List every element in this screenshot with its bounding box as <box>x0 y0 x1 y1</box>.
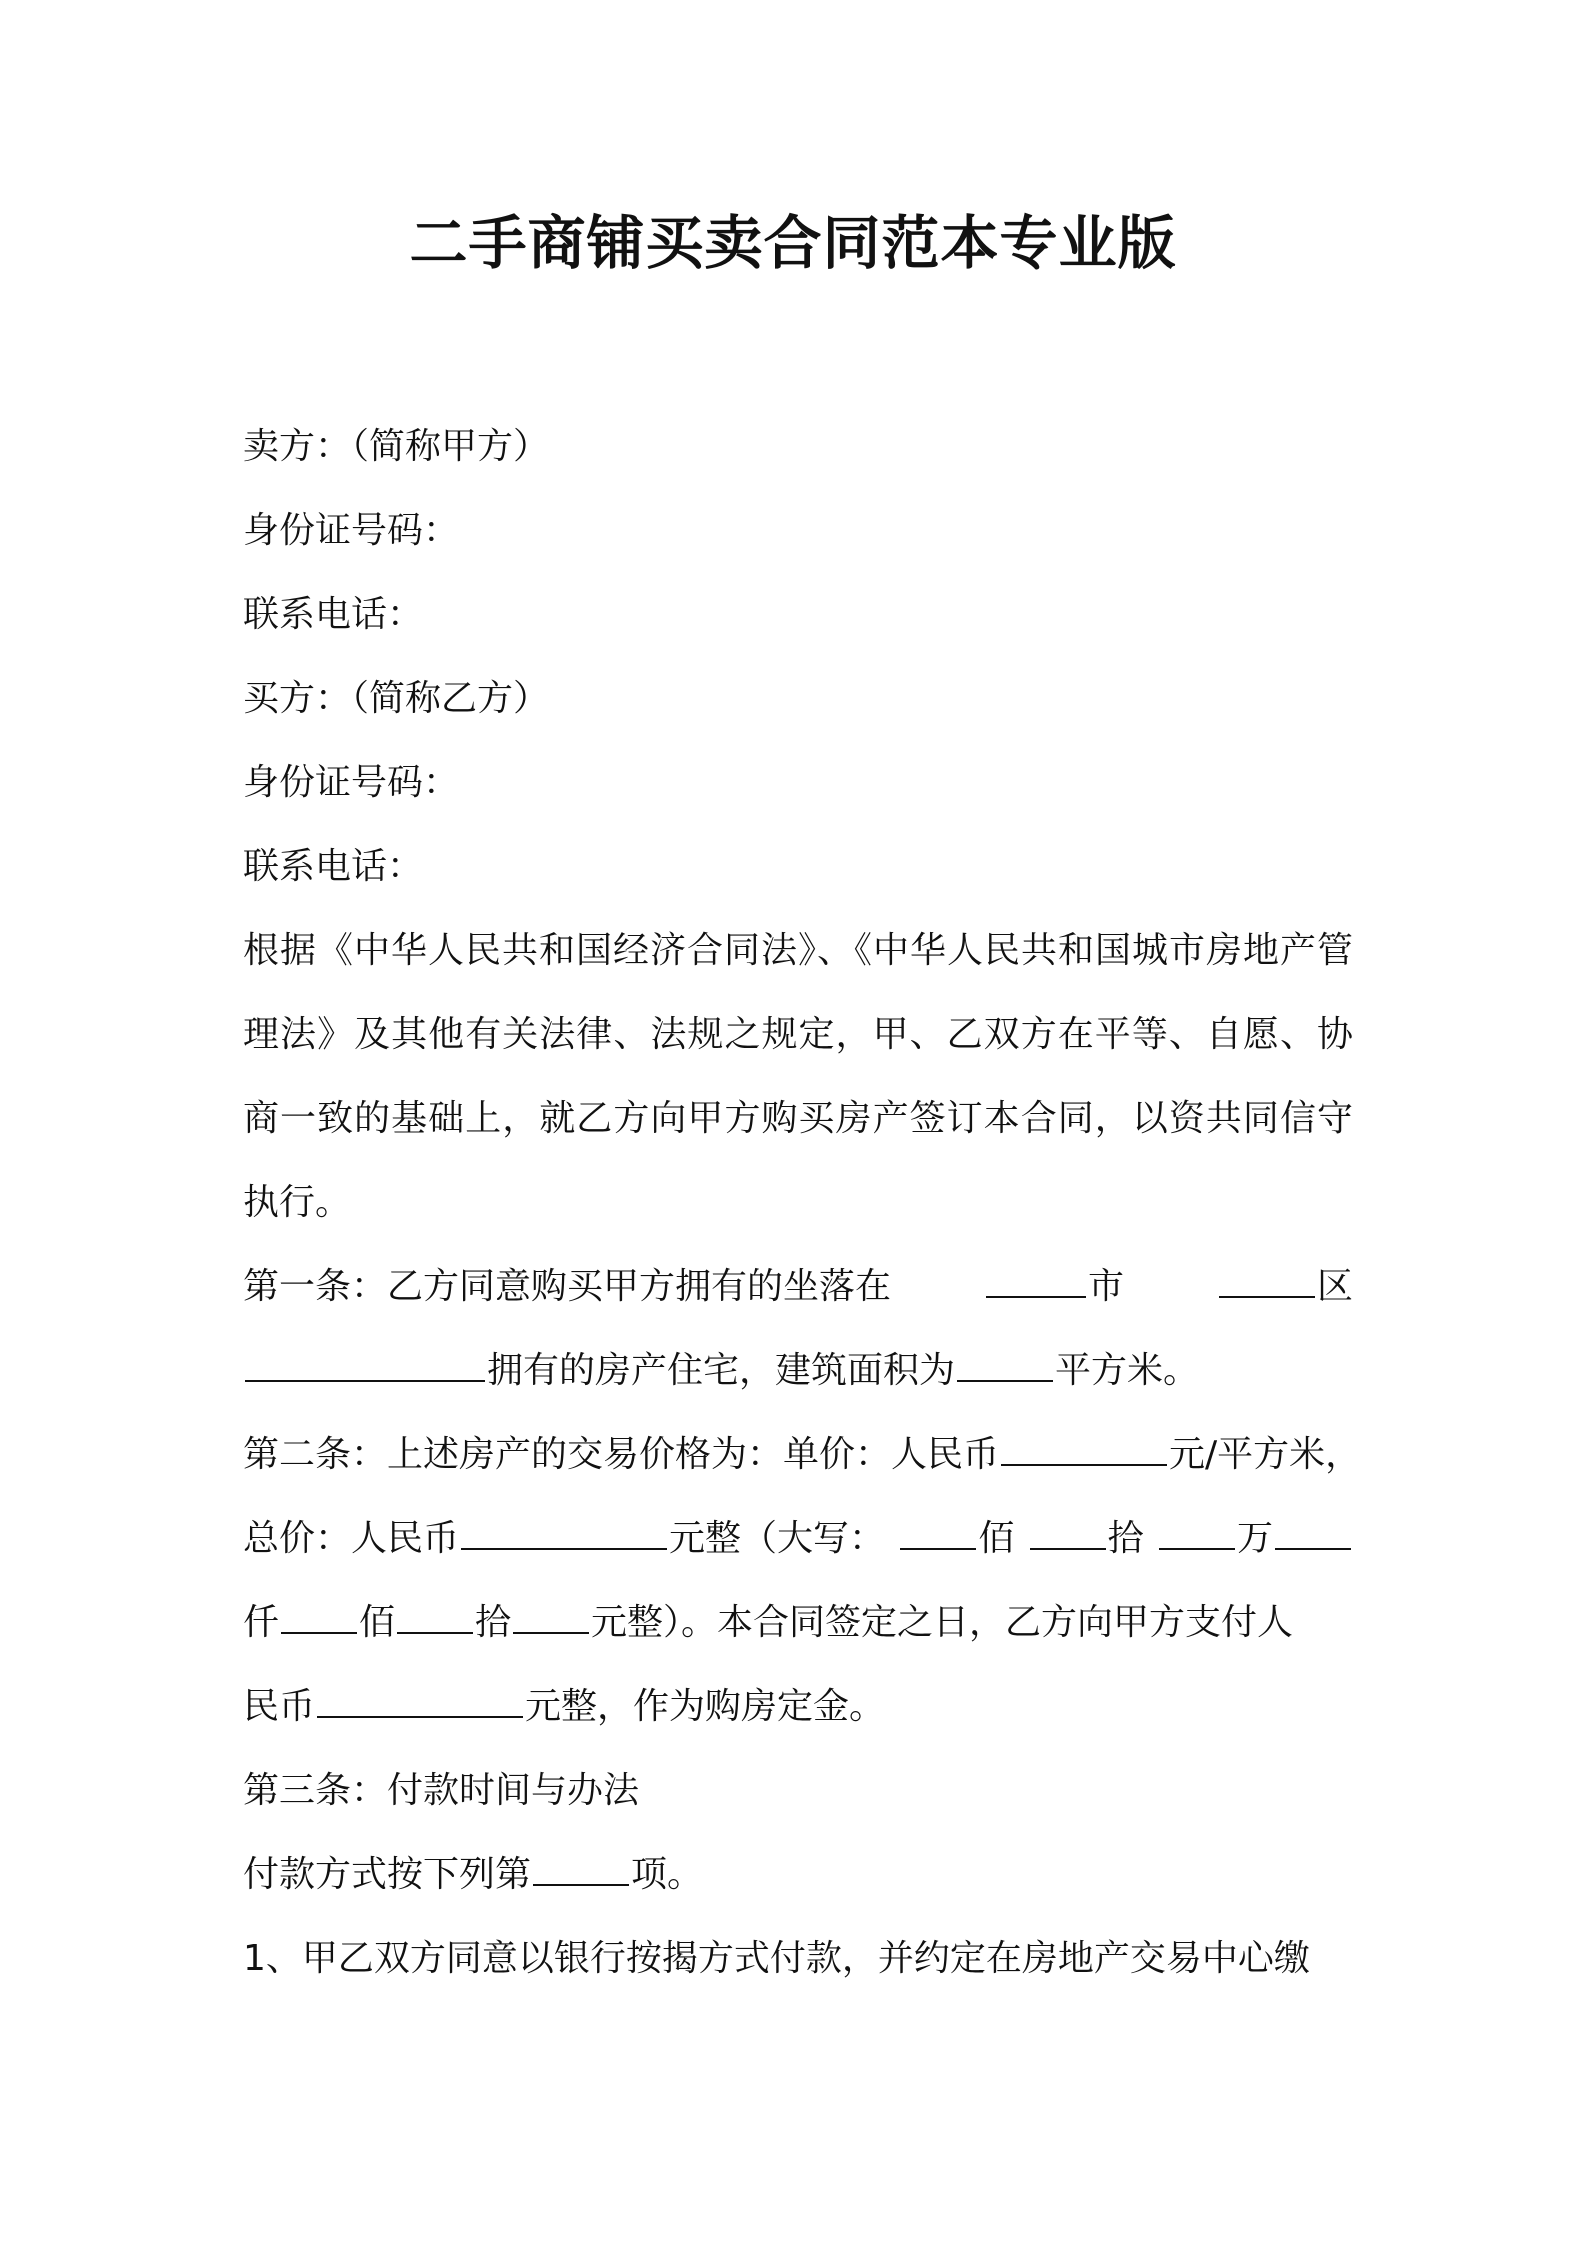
payment-method-line <box>243 1833 1353 1917</box>
total-price-blank <box>461 1518 667 1550</box>
contract-body <box>243 405 1362 2001</box>
city-blank <box>986 1266 1086 1298</box>
yuan-blank <box>513 1602 589 1634</box>
bai2-label: 佰 <box>359 1602 396 1643</box>
qian-group <box>243 1581 1293 1665</box>
article1-unit: 平方米。 <box>1055 1350 1200 1391</box>
total-suffix: 元整（大写： <box>669 1518 886 1559</box>
method-prefix: 付款方式按下列第 <box>243 1854 532 1895</box>
preamble-paragraph: 根据《中华人民共和国经济合同法》、《中华人民共和国城市房地产管理法》及其他有关法律、法规之规定，甲、乙双方在平等、自愿、协商一致的基础上，就乙方向甲方购买房产签订本合同，以资共同信守执行。 <box>243 930 1353 1223</box>
deposit-prefix: 民币 <box>243 1686 316 1727</box>
article1-line1 <box>243 1245 1353 1329</box>
article2-prefix: 第二条：上述房产的交易价格为：单价：人民币 <box>243 1434 1000 1475</box>
shi-blank <box>1030 1518 1106 1550</box>
article2-line1 <box>243 1413 1362 1497</box>
wan-blank <box>1159 1518 1235 1550</box>
seller-phone-label: 联系电话： <box>243 594 424 635</box>
shi2-label: 拾 <box>475 1602 512 1643</box>
area-blank <box>957 1350 1053 1382</box>
article1-city-group <box>984 1245 1124 1329</box>
method-suffix: 项。 <box>631 1854 704 1895</box>
wan-label: 万 <box>1236 1518 1273 1559</box>
buyer-id-label: 身份证号码： <box>243 762 460 803</box>
payment-item-1: 1、甲乙双方同意以银行按揭方式付款，并约定在房地产交易中心缴 <box>243 1938 1310 1979</box>
article2-line2 <box>243 1497 1353 1581</box>
bai2-blank <box>281 1602 357 1634</box>
article1-city: 市 <box>1087 1266 1124 1307</box>
qian-label: 仟 <box>243 1602 280 1643</box>
district-blank <box>1219 1266 1315 1298</box>
seller-id-label: 身份证号码： <box>243 510 460 551</box>
document-title: 二手商铺买卖合同范本专业版 <box>409 209 1177 277</box>
seller-label: 卖方：（简称甲方） <box>243 426 550 467</box>
bai-group <box>898 1497 1014 1581</box>
deposit-suffix: 元整，作为购房定金。 <box>525 1686 886 1727</box>
shi-label: 拾 <box>1107 1518 1144 1559</box>
article1-line2 <box>243 1329 1353 1413</box>
total-group <box>243 1497 885 1581</box>
article1-prefix: 第一条：乙方同意购买甲方拥有的坐落在 <box>243 1266 892 1307</box>
article2-line3 <box>243 1581 1353 1665</box>
qian-blank <box>1275 1518 1351 1550</box>
buyer-phone-label: 联系电话： <box>243 846 424 887</box>
buyer-label: 买方：（简称乙方） <box>243 678 550 719</box>
unit-price-blank <box>1001 1434 1167 1466</box>
shi-group <box>1028 1497 1144 1581</box>
wan-group <box>1157 1497 1353 1581</box>
article2-line4 <box>243 1665 1353 1749</box>
deposit-blank <box>317 1686 523 1718</box>
method-blank <box>533 1854 629 1886</box>
bai-label: 佰 <box>978 1518 1015 1559</box>
article1-district-group <box>1217 1245 1353 1329</box>
unit-price-suffix: 元/平方米， <box>1169 1434 1362 1475</box>
article1-district: 区 <box>1316 1266 1353 1307</box>
total-prefix: 总价：人民币 <box>243 1518 460 1559</box>
shi2-blank <box>397 1602 473 1634</box>
article3-heading: 第三条：付款时间与办法 <box>243 1770 640 1811</box>
article1-owned: 拥有的房产住宅，建筑面积为 <box>487 1350 956 1391</box>
address-blank <box>245 1350 485 1382</box>
yuan-close: 元整）。本合同签定之日，乙方向甲方支付人 <box>591 1602 1294 1643</box>
bai-blank <box>900 1518 976 1550</box>
